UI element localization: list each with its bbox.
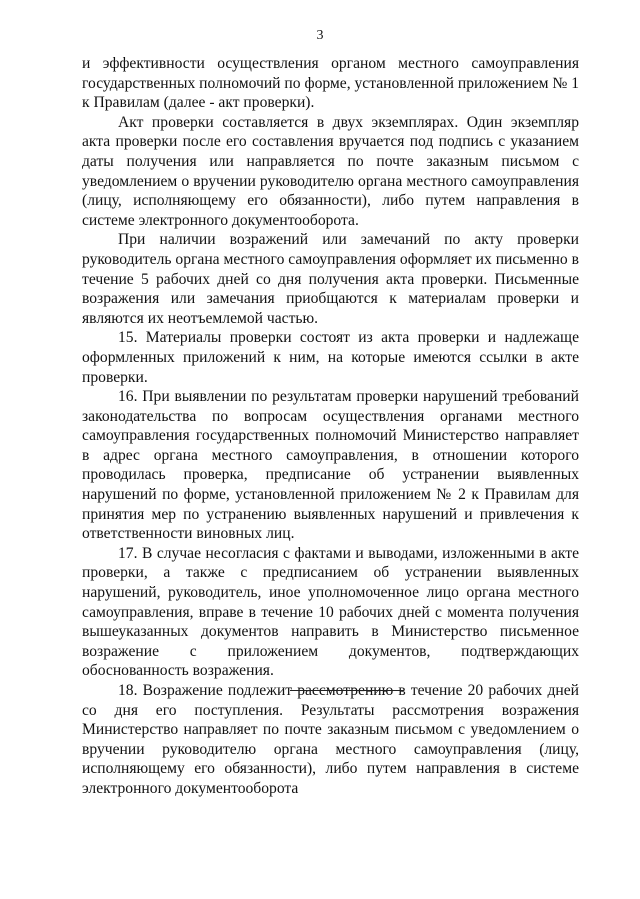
paragraph-act-copies: Акт проверки составляется в двух экземплярах. Один экземпляр акта проверки после его составления вручается под подпись с указанием даты получения или направляется по почте заказным письмом с уведомлением о вручении руководителю органа местного самоуправления (лицу, исполняющему его обязанности), либо путем направления в системе электронного документооборота. <box>82 113 579 229</box>
paragraph-item-15: 15. Материалы проверки состоят из акта проверки и надлежаще оформленных приложений к ним, на которые имеются ссылки в акте проверки. <box>82 329 579 386</box>
paragraph-item-16: 16. При выявлении по результатам проверки нарушений требований законодательства по вопросам осуществления органами местного самоуправления государственных полномочий Министерство направляет в адрес органа местного самоуправления, в отношении которого проводилась проверка, предписание об устранении выявленных нарушений по форме, установленной приложением № 2 к Правилам для принятия мер по устранению выявленных нарушений и привлечения к ответственности виновных лиц. <box>82 388 579 543</box>
document-body <box>82 54 579 799</box>
paragraph-continuation: и эффективности осуществления органом местного самоуправления государственных полномочий по форме, установленной приложением № 1 к Правилам (далее - акт проверки). <box>82 55 580 112</box>
closing-divider <box>290 690 404 691</box>
paragraph-item-17: 17. В случае несогласия с фактами и выводами, изложенными в акте проверки, а также с предписанием об устранении выявленных нарушений, руководитель, иное уполномоченное лицо органа местного самоуправления, вправе в течение 10 рабочих дней с момента получения вышеуказанных документов направить в Министерство письменное возражение с приложением документов, подтверждающих обоснованность возражения. <box>82 544 579 680</box>
page-number: 3 <box>316 28 324 43</box>
paragraph-item-18: 18. Возражение подлежит рассмотрению в течение 20 рабочих дней со дня его поступления. Результаты рассмотрения возражения Министерство направляет по почте заказным письмом с уведомлением о вручении руководителю органа местного самоуправления (лицу, исполняющему его обязанности), либо путем направления в системе электронного документооборота <box>82 682 579 797</box>
paragraph-objections: При наличии возражений или замечаний по акту проверки руководитель органа местного самоуправления оформляет их письменно в течение 5 рабочих дней со дня получения акта проверки. Письменные возражения или замечания приобщаются к материалам проверки и являются их неотъемлемой частью. <box>82 231 579 327</box>
